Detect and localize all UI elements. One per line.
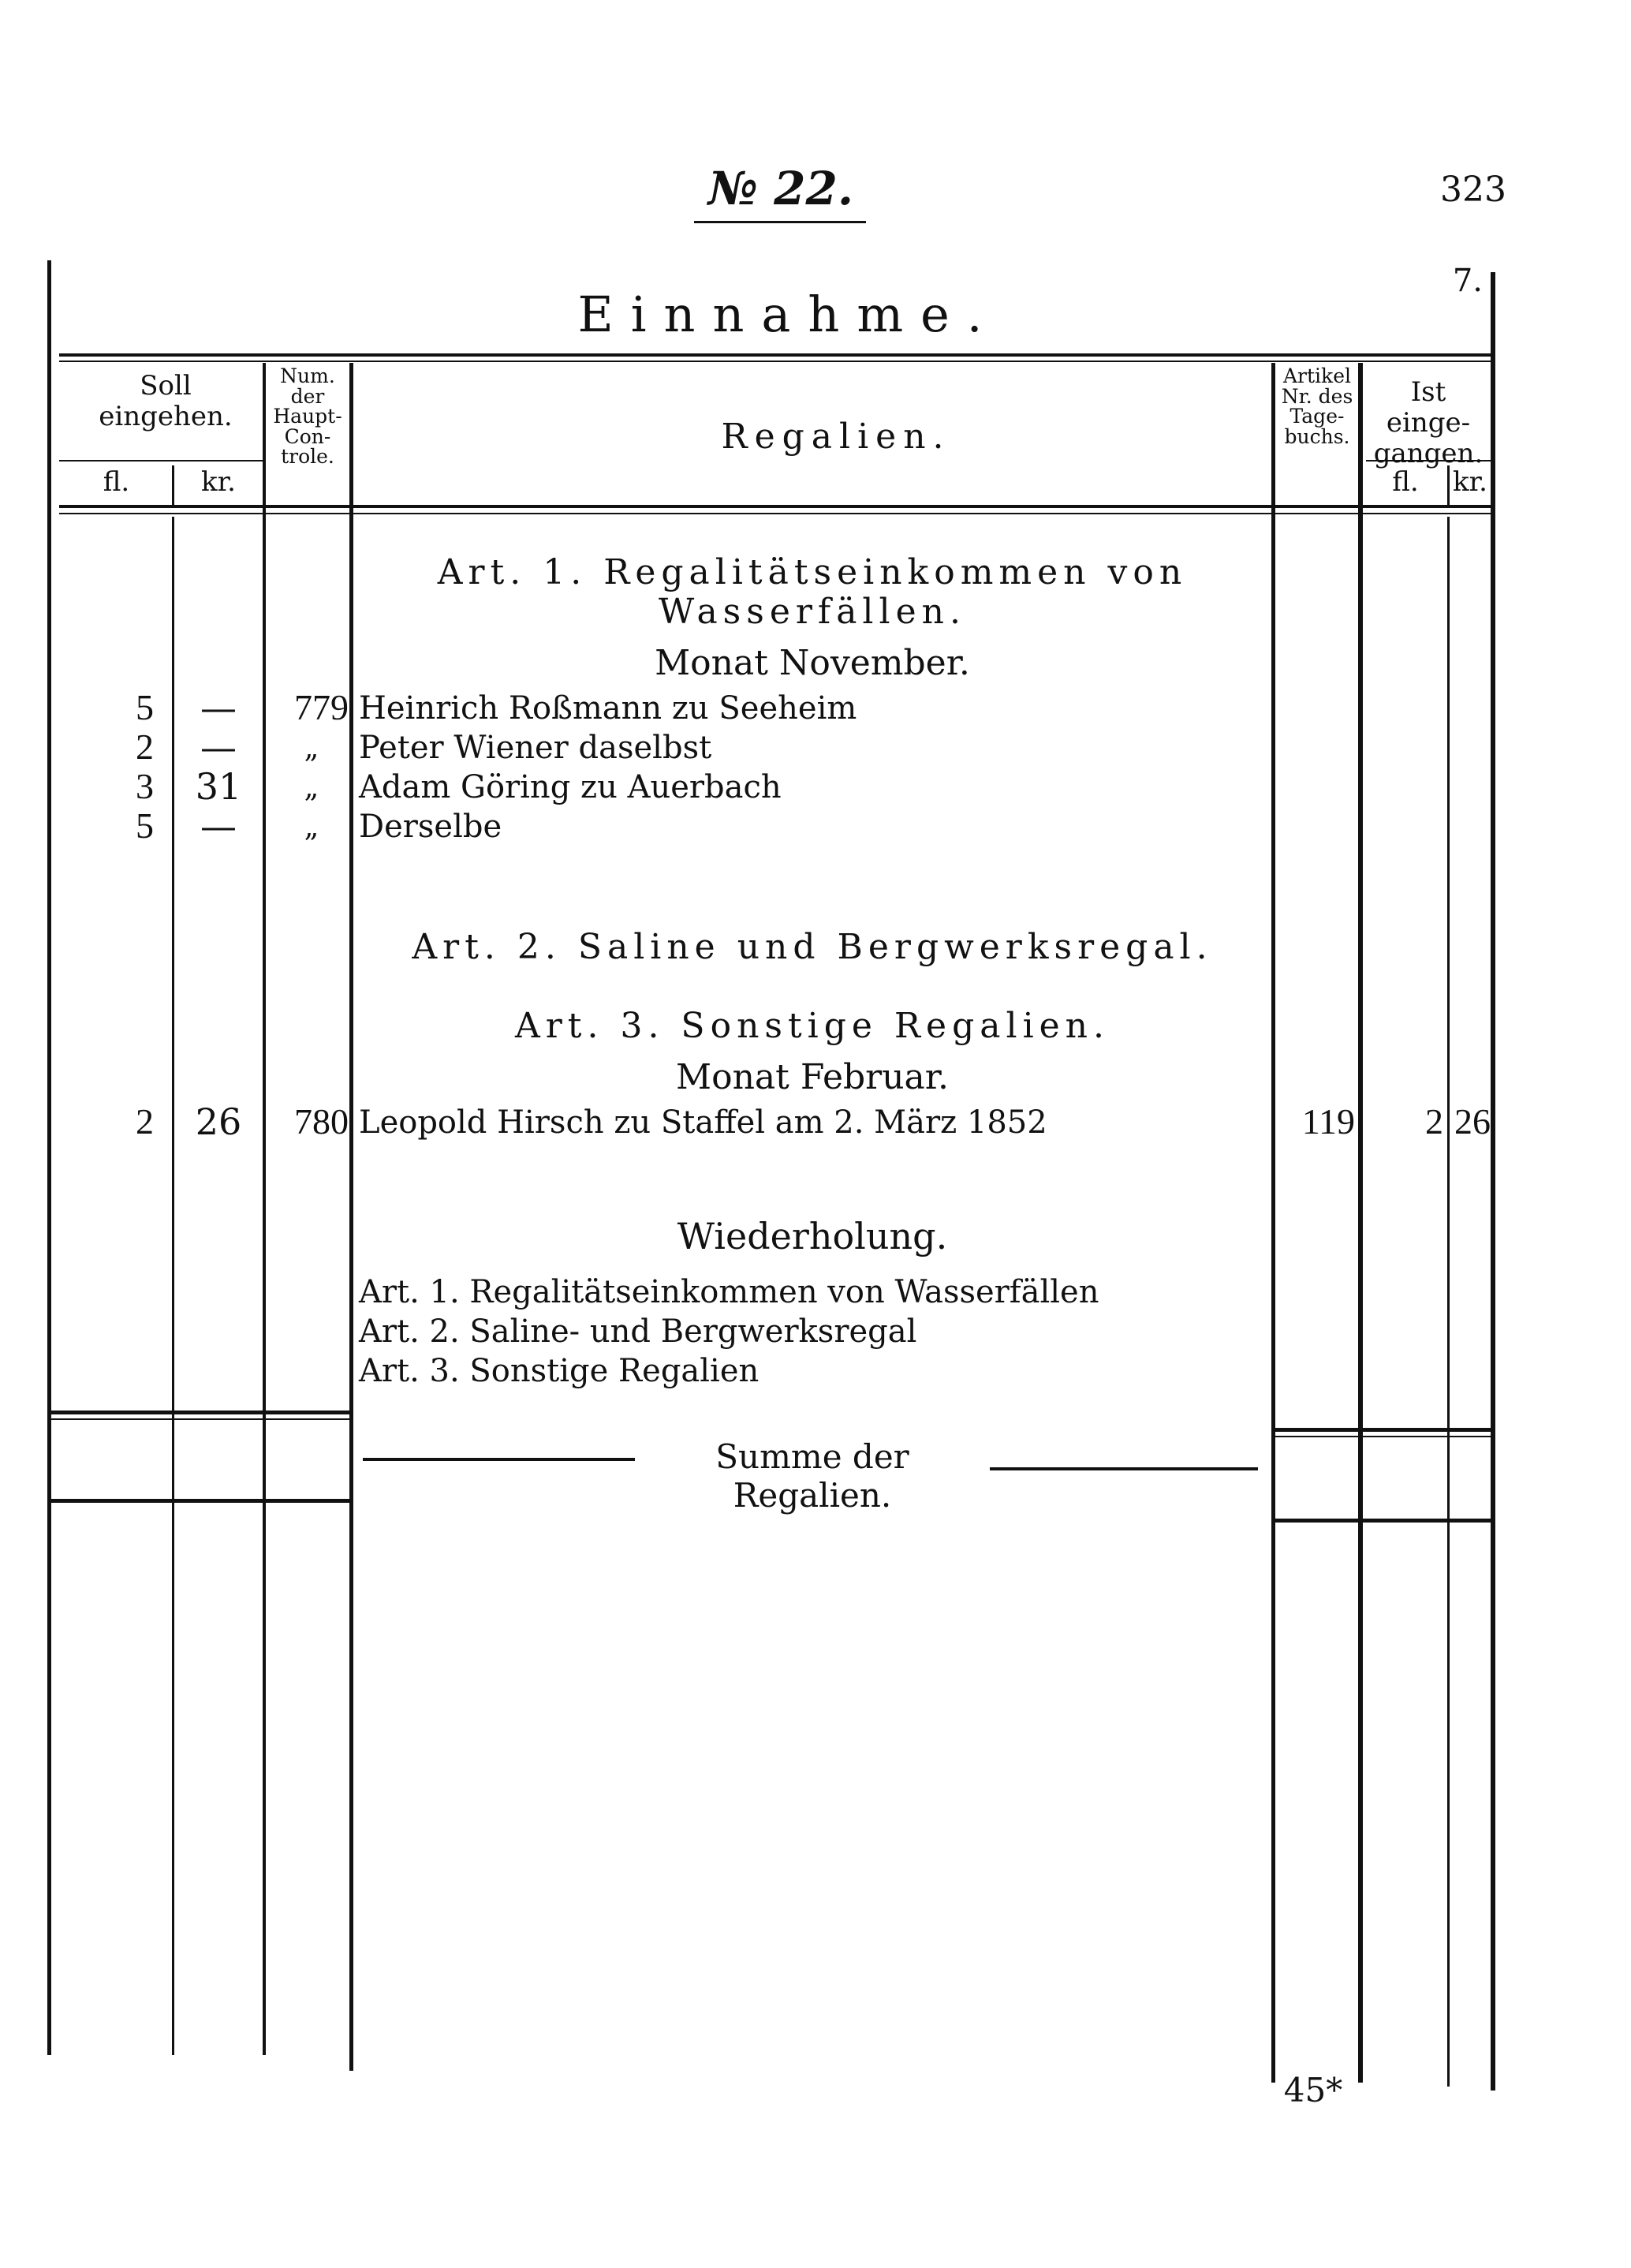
entry-soll-fl: 5 <box>136 805 154 846</box>
section-number: 7. <box>1452 263 1483 299</box>
header-ist: Ist einge- gangen. <box>1373 376 1484 470</box>
header-bottom-rule <box>59 505 1491 508</box>
recap-title: Wiederholung. <box>677 1215 948 1257</box>
entry-soll-fl: 3 <box>136 766 154 806</box>
soll-sub-rule <box>59 460 263 461</box>
header-regalien: Regalien. <box>721 417 951 457</box>
header-ist-fl: fl. <box>1392 466 1419 498</box>
entry-soll-fl: 2 <box>136 1101 154 1141</box>
ist-kr-rule-body <box>1447 517 1450 2087</box>
art3-month: Monat Februar. <box>676 1057 949 1097</box>
sum-rule-right-bottom <box>1271 1519 1494 1523</box>
recap-line: Art. 3. Sonstige Regalien <box>359 1353 760 1389</box>
recap-line: Art. 1. Regalitätseinkommen von Wasserfällen <box>359 1274 1099 1310</box>
art2-heading: Art. 2. Saline und Bergwerksregal. <box>412 927 1213 967</box>
sum-rule-left-top <box>49 1410 351 1414</box>
entry-soll-kr: 26 <box>195 1100 242 1143</box>
soll-kr-rule-body <box>172 517 174 2055</box>
number-label: № 22. <box>707 162 854 215</box>
header-soll-fl: fl. <box>103 466 130 498</box>
header-hauptcontrole: Num. der Haupt- Con- trole. <box>273 364 342 468</box>
sum-label: Summe der Regalien. <box>715 1437 909 1515</box>
entry-nr: 779 <box>294 687 349 727</box>
art1-heading-line2: Wasserfällen. <box>659 592 966 632</box>
art1-month: Monat November. <box>655 643 970 683</box>
section-title: Einnahme. <box>577 286 1000 343</box>
sum-dash-right <box>990 1467 1258 1470</box>
artikel-left-rule <box>1271 363 1275 2083</box>
soll-kr-rule <box>172 465 174 505</box>
header-soll-kr: kr. <box>201 466 236 498</box>
entry-artikel: 119 <box>1301 1101 1355 1141</box>
entry-text: Peter Wiener daselbst <box>359 730 712 766</box>
entry-nr: 780 <box>294 1101 349 1141</box>
entry-nr: „ <box>304 811 319 843</box>
header-tagebuch: Artikel Nr. des Tage- buchs. <box>1281 364 1353 448</box>
left-outer-rule <box>47 260 51 2055</box>
sum-rule-left-top-2 <box>49 1418 351 1420</box>
entry-soll-kr: 31 <box>195 765 242 808</box>
header-bottom-rule-2 <box>59 513 1491 514</box>
sum-rule-right-top <box>1271 1428 1494 1432</box>
entry-soll-kr: — <box>200 686 237 729</box>
art3-heading: Art. 3. Sonstige Regalien. <box>515 1006 1110 1046</box>
entry-nr: „ <box>304 772 319 804</box>
art1-heading-line1: Art. 1. Regalitätseinkommen von <box>437 552 1188 592</box>
header-soll: Soll eingehen. <box>99 370 233 433</box>
entry-soll-kr: — <box>200 726 237 768</box>
page-number: 323 <box>1440 170 1506 210</box>
signature-mark: 45* <box>1283 2071 1343 2109</box>
number-underline <box>694 221 866 223</box>
header-top-rule-2 <box>59 361 1491 362</box>
sum-dash-left <box>363 1458 635 1461</box>
soll-right-rule <box>263 363 266 2055</box>
entry-text: Derselbe <box>359 809 502 845</box>
entry-text: Adam Göring zu Auerbach <box>359 769 782 805</box>
recap-line: Art. 2. Saline- und Bergwerksregal <box>359 1313 917 1350</box>
artikel-right-rule <box>1358 363 1363 2083</box>
entry-text: Heinrich Roßmann zu Seeheim <box>359 690 857 727</box>
entry-soll-fl: 5 <box>136 687 154 727</box>
entry-ist-fl: 2 <box>1425 1101 1443 1141</box>
sum-rule-right-top-2 <box>1271 1436 1494 1437</box>
sum-rule-left-bottom <box>49 1499 351 1503</box>
header-top-rule <box>59 353 1491 357</box>
entry-soll-kr: — <box>200 805 237 847</box>
entry-text: Leopold Hirsch zu Staffel am 2. März 1852 <box>359 1104 1047 1141</box>
entry-nr: „ <box>304 732 319 764</box>
entry-soll-fl: 2 <box>136 727 154 767</box>
header-ist-kr: kr. <box>1453 466 1487 498</box>
nr-right-rule <box>349 363 353 2071</box>
entry-ist-kr: 26 <box>1454 1101 1491 1141</box>
right-outer-rule <box>1491 272 1495 2091</box>
